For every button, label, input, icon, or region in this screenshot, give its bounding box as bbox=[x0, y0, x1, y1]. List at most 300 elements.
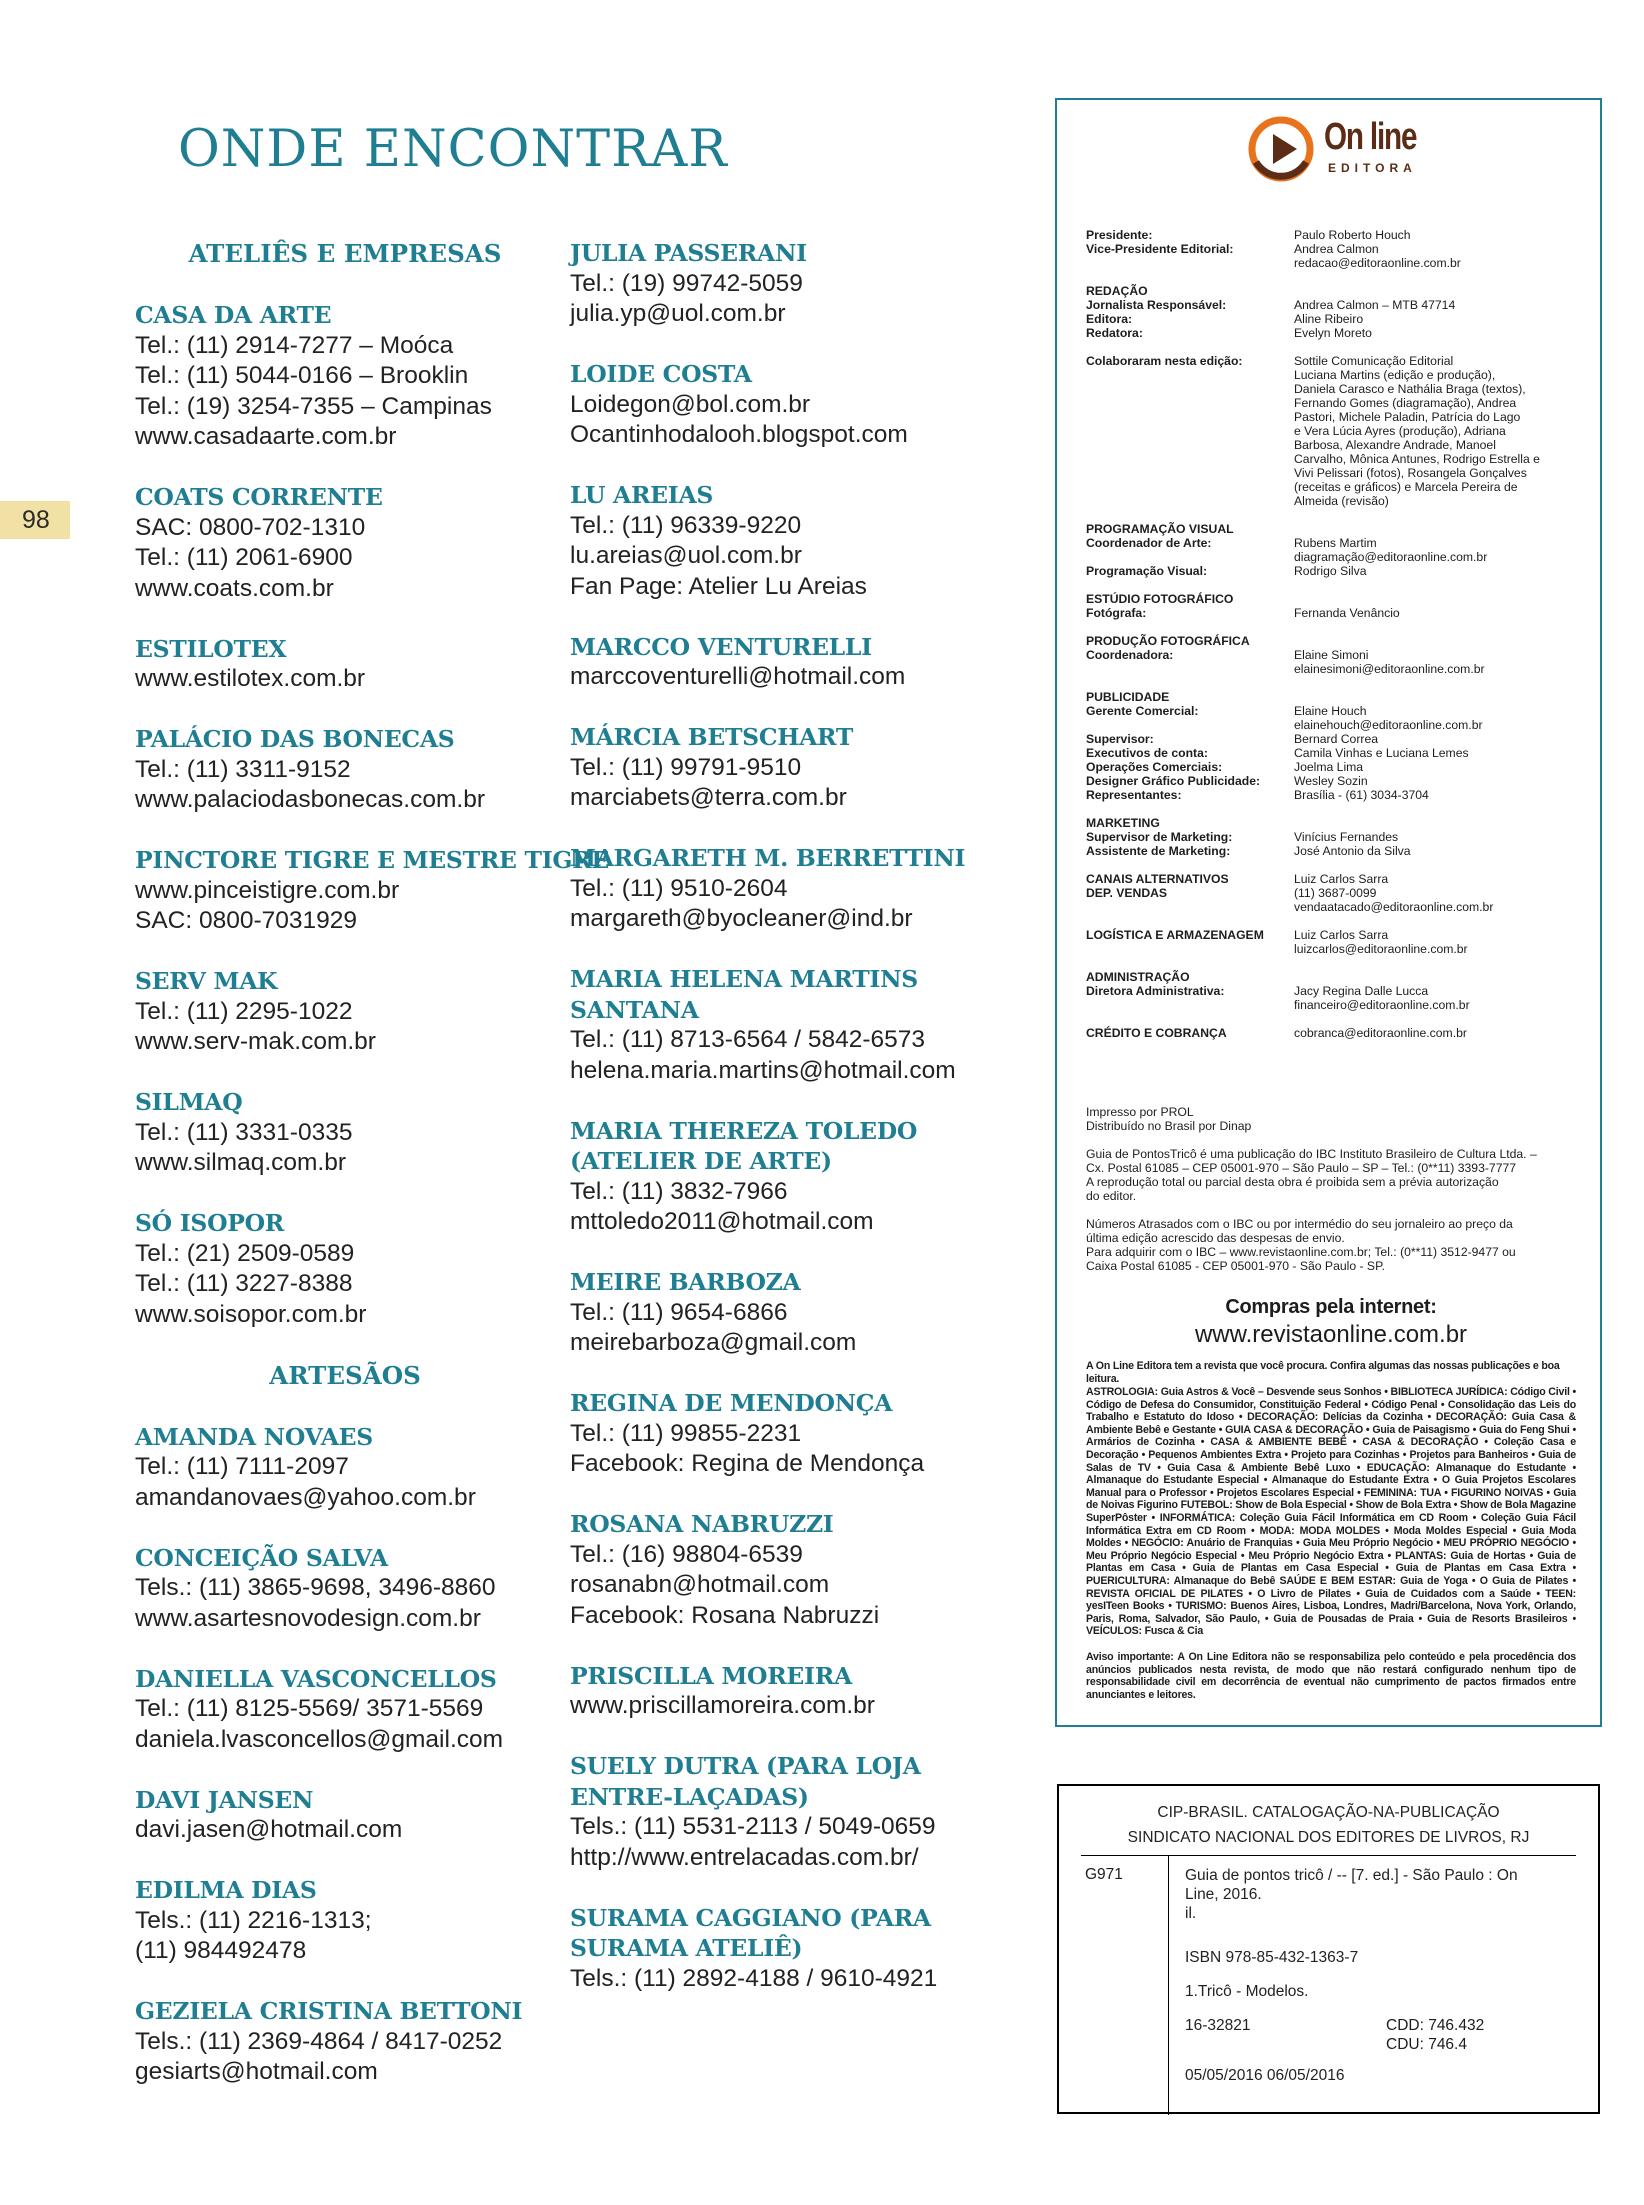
directory-entry bbox=[570, 1509, 990, 1631]
entry-name: MEIRE BARBOZA bbox=[570, 1268, 801, 1296]
directory-entry bbox=[570, 722, 990, 814]
entry-contact: marccoventurelli@hotmail.com bbox=[570, 663, 906, 690]
credit-name bbox=[1294, 592, 1586, 606]
credit-role: Diretora Administrativa: bbox=[1086, 984, 1225, 998]
credit-role: Operações Comerciais: bbox=[1086, 760, 1223, 774]
entry-contact: http://www.entrelacadas.com.br/ bbox=[570, 1843, 919, 1871]
logo-subtitle: EDITORA bbox=[1328, 161, 1417, 175]
credit-row bbox=[1086, 998, 1586, 1012]
credit-name: (11) 3687-0099 bbox=[1294, 886, 1377, 900]
credit-name: Vinícius Fernandes bbox=[1294, 830, 1399, 844]
credit-role: PUBLICIDADE bbox=[1086, 690, 1170, 704]
entry-contact: www.palaciodasbonecas.com.br bbox=[135, 786, 485, 813]
entry-contact: SAC: 0800-702-1310 bbox=[135, 513, 366, 541]
entry-contact: Facebook: Regina de Mendonça bbox=[570, 1450, 925, 1477]
entry-contact: mttoledo2011@hotmail.com bbox=[570, 1208, 874, 1235]
credit-row bbox=[1086, 886, 1586, 900]
entry-contact: Tel.: (11) 3227-8388 bbox=[135, 1270, 353, 1297]
entry-name: MÁRCIA BETSCHART bbox=[570, 723, 854, 751]
entry-contact: daniela.lvasconcellos@gmail.com bbox=[135, 1725, 504, 1753]
credit-row bbox=[1086, 774, 1586, 788]
credit-name: Camila Vinhas e Luciana Lemes bbox=[1294, 746, 1469, 760]
entry-contact: amandanovaes@yahoo.com.br bbox=[135, 1483, 476, 1511]
credit-role bbox=[1086, 410, 1294, 424]
entry-contact: (11) 984492478 bbox=[135, 1937, 307, 1964]
entry-name: SURAMA ATELIÊ) bbox=[570, 1934, 803, 1962]
entry-name: (ATELIER DE ARTE) bbox=[570, 1147, 832, 1175]
entry-contact: www.priscillamoreira.com.br bbox=[570, 1692, 875, 1719]
entry-name: SILMAQ bbox=[135, 1088, 243, 1116]
entry-name: CONCEIÇÃO SALVA bbox=[135, 1543, 388, 1572]
credit-role bbox=[1086, 480, 1294, 494]
entry-contact: www.casadaarte.com.br bbox=[135, 423, 397, 450]
credit-name: Almeida (revisão) bbox=[1294, 494, 1389, 508]
directory-entry bbox=[135, 1543, 555, 1635]
entry-contact: Tel.: (11) 3331-0335 bbox=[135, 1118, 353, 1146]
credit-name bbox=[1294, 690, 1586, 704]
credit-role bbox=[1086, 466, 1294, 480]
section-heading: ARTESÃOS bbox=[269, 1360, 421, 1390]
catalog-divider bbox=[1081, 1855, 1576, 1856]
note-block bbox=[1086, 1105, 1576, 1133]
credit-role bbox=[1086, 382, 1294, 396]
note-line: A reprodução total ou parcial desta obra é proibida sem a prévia autorização bbox=[1086, 1175, 1499, 1189]
directory-entry bbox=[570, 1388, 990, 1480]
credit-name: luizcarlos@editoraonline.com.br bbox=[1294, 942, 1468, 956]
credit-name: Sottile Comunicação Editorial bbox=[1294, 354, 1454, 368]
entry-name: JULIA PASSERANI bbox=[570, 239, 807, 267]
credit-row bbox=[1086, 592, 1586, 606]
credit-role: Presidente: bbox=[1086, 228, 1153, 242]
entry-name: MARIA THEREZA TOLEDO bbox=[570, 1116, 918, 1145]
credit-row bbox=[1086, 984, 1586, 998]
credit-name: Luiz Carlos Sarra bbox=[1294, 872, 1389, 886]
entry-contact: Ocantinhodalooh.blogspot.com bbox=[570, 421, 908, 448]
credit-name bbox=[1294, 816, 1586, 830]
entry-contact: rosanabn@hotmail.com bbox=[570, 1571, 830, 1598]
credit-name: Joelma Lima bbox=[1294, 760, 1364, 774]
entry-contact: SAC: 0800-7031929 bbox=[135, 907, 358, 934]
credit-name: Elaine Simoni bbox=[1294, 648, 1369, 662]
credit-name: Pastori, Michele Paladin, Patrícia do Lago bbox=[1294, 410, 1521, 424]
directory-entry bbox=[570, 480, 990, 602]
catalog-classification bbox=[1386, 2016, 1484, 2054]
credit-row bbox=[1086, 312, 1586, 326]
directory-entry bbox=[135, 845, 609, 937]
credit-row bbox=[1086, 256, 1586, 270]
play-logo-icon bbox=[1248, 116, 1314, 182]
credit-name bbox=[1294, 284, 1586, 298]
entry-contact: Tel.: (16) 98804-6539 bbox=[570, 1540, 803, 1568]
credits-spacer bbox=[1086, 578, 1586, 592]
credits-spacer bbox=[1086, 802, 1586, 816]
entry-name: ROSANA NABRUZZI bbox=[570, 1510, 834, 1538]
credit-row bbox=[1086, 438, 1586, 452]
entry-name: SÓ ISOPOR bbox=[135, 1209, 285, 1237]
note-line: Números Atrasados com o IBC ou por intermédio do seu jornaleiro ao preço da bbox=[1086, 1217, 1513, 1231]
note-block bbox=[1086, 1147, 1576, 1203]
credit-name: Elaine Houch bbox=[1294, 704, 1367, 718]
directory-entry bbox=[135, 966, 555, 1058]
directory-entry bbox=[135, 1208, 555, 1330]
entry-name: PRISCILLA MOREIRA bbox=[570, 1661, 852, 1690]
credit-row bbox=[1086, 1026, 1586, 1040]
credit-role bbox=[1086, 368, 1294, 382]
credit-role: Representantes: bbox=[1086, 788, 1182, 802]
directory-entry bbox=[570, 1903, 990, 1995]
directory-entry bbox=[570, 359, 990, 451]
credit-row bbox=[1086, 718, 1586, 732]
catalog-cdu: CDU: 746.4 bbox=[1386, 2036, 1467, 2053]
credit-name: Bernard Correa bbox=[1294, 732, 1378, 746]
credit-row bbox=[1086, 662, 1586, 676]
entry-contact: Tel.: (11) 3311-9152 bbox=[135, 755, 351, 783]
directory-entry bbox=[570, 632, 990, 693]
catalog-isbn: ISBN 978-85-432-1363-7 bbox=[1185, 1949, 1359, 1966]
credit-name: Luciana Martins (edição e produção), bbox=[1294, 368, 1496, 382]
entry-name: MARCCO VENTURELLI bbox=[570, 632, 872, 661]
credit-row bbox=[1086, 816, 1586, 830]
credit-role: CRÉDITO E COBRANÇA bbox=[1086, 1026, 1227, 1040]
credit-role: PRODUÇÃO FOTOGRÁFICA bbox=[1086, 634, 1250, 648]
entry-contact: davi.jasen@hotmail.com bbox=[135, 1816, 403, 1843]
credit-role: Fotógrafa: bbox=[1086, 606, 1147, 620]
credit-row bbox=[1086, 830, 1586, 844]
credit-row bbox=[1086, 648, 1586, 662]
credit-row bbox=[1086, 368, 1586, 382]
credit-row bbox=[1086, 844, 1586, 858]
entry-contact: Tels.: (11) 3865-9698, 3496-8860 bbox=[135, 1574, 496, 1601]
credits-spacer bbox=[1086, 914, 1586, 928]
entry-contact: Tel.: (11) 3832-7966 bbox=[570, 1177, 788, 1205]
credit-role bbox=[1086, 998, 1294, 1012]
credit-row bbox=[1086, 606, 1586, 620]
credit-role bbox=[1086, 494, 1294, 508]
credit-row bbox=[1086, 452, 1586, 466]
publisher-logo bbox=[1248, 116, 1417, 182]
entry-name: SURAMA CAGGIANO (PARA bbox=[570, 1903, 931, 1932]
note-block bbox=[1086, 1217, 1576, 1273]
credit-role bbox=[1086, 256, 1294, 270]
directory-entry bbox=[135, 1422, 555, 1514]
credit-role: Coordenador de Arte: bbox=[1086, 536, 1212, 550]
entry-contact: www.soisopor.com.br bbox=[135, 1300, 367, 1328]
entry-contact: Tel.: (19) 3254-7355 – Campinas bbox=[135, 392, 492, 420]
directory-entry bbox=[570, 843, 990, 935]
entry-name: REGINA DE MENDONÇA bbox=[570, 1389, 893, 1417]
credit-name: José Antonio da Silva bbox=[1294, 844, 1411, 858]
credit-name: Vivi Pelissari (fotos), Rosangela Gonçalves bbox=[1294, 466, 1527, 480]
entry-contact: www.serv-mak.com.br bbox=[135, 1028, 376, 1055]
credit-row bbox=[1086, 494, 1586, 508]
entry-contact: Tels.: (11) 2216-1313; bbox=[135, 1906, 372, 1934]
credit-role bbox=[1086, 424, 1294, 438]
credits-spacer bbox=[1086, 956, 1586, 970]
entry-contact: Tels.: (11) 2892-4188 / 9610-4921 bbox=[570, 1964, 938, 1992]
directory-entry bbox=[135, 634, 555, 695]
credit-role bbox=[1086, 452, 1294, 466]
entry-contact: gesiarts@hotmail.com bbox=[135, 2058, 378, 2085]
note-line: Caixa Postal 61085 - CEP 05001-970 - São Paulo - SP. bbox=[1086, 1259, 1386, 1273]
credit-role bbox=[1086, 900, 1294, 914]
entry-contact: www.pinceistigre.com.br bbox=[135, 876, 400, 904]
credit-role bbox=[1086, 550, 1294, 564]
credits-spacer bbox=[1086, 1012, 1586, 1026]
directory-entry bbox=[135, 300, 555, 453]
credit-row bbox=[1086, 564, 1586, 578]
catalog-header-2: SINDICATO NACIONAL DOS EDITORES DE LIVROS, RJ bbox=[1127, 1829, 1530, 1846]
entry-contact: Tel.: (11) 7111-2097 bbox=[135, 1453, 349, 1480]
entry-contact: Tel.: (11) 99855-2231 bbox=[570, 1419, 802, 1447]
entry-name: ESTILOTEX bbox=[135, 634, 287, 663]
entry-name: ENTRE-LAÇADAS) bbox=[570, 1782, 809, 1811]
entry-contact: www.asartesnovodesign.com.br bbox=[135, 1604, 481, 1632]
entry-name: MARIA HELENA MARTINS bbox=[570, 965, 918, 993]
directory-entry bbox=[135, 1875, 555, 1967]
section-heading: ATELIÊS E EMPRESAS bbox=[188, 239, 502, 268]
directory-entry bbox=[570, 1116, 990, 1238]
credit-name: diagramação@editoraonline.com.br bbox=[1294, 550, 1488, 564]
credit-role bbox=[1086, 718, 1294, 732]
directory-left-column bbox=[135, 238, 609, 2117]
note-line: do editor. bbox=[1086, 1189, 1137, 1203]
entry-contact: Tel.: (21) 2509-0589 bbox=[135, 1239, 355, 1267]
credit-role bbox=[1086, 438, 1294, 452]
note-line: Cx. Postal 61085 – CEP 05001-970 – São Paulo – SP – Tel.: (0**11) 3393-7777 bbox=[1086, 1161, 1517, 1175]
entry-contact: Facebook: Rosana Nabruzzi bbox=[570, 1601, 880, 1629]
entry-contact: Tel.: (11) 5044-0166 – Brooklin bbox=[135, 362, 469, 389]
credit-role: Assistente de Marketing: bbox=[1086, 844, 1231, 858]
credit-row bbox=[1086, 732, 1586, 746]
credits-spacer bbox=[1086, 508, 1586, 522]
directory-right-column bbox=[570, 238, 990, 2024]
credit-row bbox=[1086, 970, 1586, 984]
credit-name: (receitas e gráficos) e Marcela Pereira de bbox=[1294, 480, 1518, 494]
credit-row bbox=[1086, 900, 1586, 914]
directory-entry bbox=[135, 724, 555, 816]
catalog-card bbox=[1057, 1784, 1600, 2114]
entry-contact: Fan Page: Atelier Lu Areias bbox=[570, 572, 867, 600]
entry-contact: julia.yp@uol.com.br bbox=[570, 300, 786, 327]
directory-entry bbox=[135, 1664, 555, 1756]
directory-entry bbox=[570, 1661, 990, 1722]
credit-role: Supervisor: bbox=[1086, 732, 1154, 746]
catalog-description bbox=[1185, 1866, 1585, 1923]
credit-role: LOGÍSTICA E ARMAZENAGEM bbox=[1086, 928, 1264, 942]
credit-row bbox=[1086, 634, 1586, 648]
credit-row bbox=[1086, 536, 1586, 550]
compras-url: www.revistaonline.com.br bbox=[1194, 1321, 1468, 1348]
credit-name: Evelyn Moreto bbox=[1294, 326, 1372, 340]
entry-contact: lu.areias@uol.com.br bbox=[570, 542, 802, 569]
credit-name bbox=[1294, 522, 1586, 536]
credit-name bbox=[1294, 970, 1586, 984]
credit-name: Daniela Carasco e Nathália Braga (textos), bbox=[1294, 382, 1526, 396]
entry-name: SUELY DUTRA (PARA LOJA bbox=[570, 1752, 921, 1780]
credit-row bbox=[1086, 704, 1586, 718]
credit-name: Fernanda Venâncio bbox=[1294, 606, 1400, 620]
credit-role: Vice-Presidente Editorial: bbox=[1086, 242, 1234, 256]
credit-row bbox=[1086, 942, 1586, 956]
catalog-number: 16-32821 bbox=[1185, 2017, 1251, 2034]
credit-row bbox=[1086, 788, 1586, 802]
credit-name: financeiro@editoraonline.com.br bbox=[1294, 998, 1470, 1012]
entry-contact: www.estilotex.com.br bbox=[135, 665, 366, 692]
credit-role: ESTÚDIO FOTOGRÁFICO bbox=[1086, 592, 1234, 606]
credit-row bbox=[1086, 396, 1586, 410]
credit-name: Barbosa, Alexandre Andrade, Manoel bbox=[1294, 438, 1496, 452]
directory-entry bbox=[135, 1785, 555, 1846]
catalog-desc-line: il. bbox=[1185, 1905, 1197, 1922]
entry-name: SANTANA bbox=[570, 995, 699, 1024]
credit-row bbox=[1086, 298, 1586, 312]
entry-contact: Tels.: (11) 2369-4864 / 8417-0252 bbox=[135, 2027, 503, 2055]
entry-contact: Tel.: (11) 96339-9220 bbox=[570, 511, 802, 539]
credit-name: Carvalho, Mônica Antunes, Rodrigo Estrella e bbox=[1294, 452, 1540, 466]
credit-row bbox=[1086, 284, 1586, 298]
credit-role: Gerente Comercial: bbox=[1086, 704, 1199, 718]
credit-name: Luiz Carlos Sarra bbox=[1294, 928, 1389, 942]
entry-name: DANIELLA VASCONCELLOS bbox=[135, 1664, 497, 1693]
credit-role bbox=[1086, 942, 1294, 956]
credit-role: PROGRAMAÇÃO VISUAL bbox=[1086, 522, 1234, 536]
credit-name: vendaatacado@editoraonline.com.br bbox=[1294, 900, 1494, 914]
directory-entry bbox=[135, 1087, 555, 1179]
entry-contact: Tel.: (19) 99742-5059 bbox=[570, 269, 803, 297]
entry-name: COATS CORRENTE bbox=[135, 483, 383, 511]
compras-title: Compras pela internet: bbox=[1225, 1296, 1437, 1318]
credit-name: Andrea Calmon – MTB 47714 bbox=[1294, 298, 1456, 312]
credit-name: Fernando Gomes (diagramação), Andrea bbox=[1294, 396, 1517, 410]
credit-role: Editora: bbox=[1086, 312, 1133, 326]
entry-contact: Tel.: (11) 9510-2604 bbox=[570, 874, 788, 902]
note-line: Distribuído no Brasil por Dinap bbox=[1086, 1119, 1252, 1133]
note-line: última edição acrescido das despesas de envio. bbox=[1086, 1231, 1345, 1245]
credit-name: Rodrigo Silva bbox=[1294, 564, 1367, 578]
entry-name: MARGARETH M. BERRETTINI bbox=[570, 844, 966, 872]
entry-name: CASA DA ARTE bbox=[135, 301, 332, 329]
entry-contact: Tels.: (11) 5531-2113 / 5049-0659 bbox=[570, 1813, 936, 1840]
credit-name: Jacy Regina Dalle Lucca bbox=[1294, 984, 1429, 998]
masthead-notes bbox=[1086, 1105, 1576, 1287]
credit-name: Brasília - (61) 3034-3704 bbox=[1294, 788, 1429, 802]
catalog-code: G971 bbox=[1085, 1866, 1123, 1883]
credit-role: ADMINISTRAÇÃO bbox=[1086, 970, 1190, 984]
logo-name: On line bbox=[1324, 116, 1417, 158]
note-line: Para adquirir com o IBC – www.revistaonline.com.br; Tel.: (0**11) 3512-9477 ou bbox=[1086, 1245, 1516, 1259]
credit-row bbox=[1086, 746, 1586, 760]
entry-name: LOIDE COSTA bbox=[570, 360, 752, 388]
entry-contact: Tel.: (11) 8125-5569/ 3571-5569 bbox=[135, 1695, 484, 1722]
entry-contact: Loidegon@bol.com.br bbox=[570, 390, 811, 418]
credit-role: Executivos de conta: bbox=[1086, 746, 1208, 760]
credit-role: CANAIS ALTERNATIVOS bbox=[1086, 872, 1229, 886]
credit-role bbox=[1086, 396, 1294, 410]
credit-name: elainehouch@editoraonline.com.br bbox=[1294, 718, 1483, 732]
directory-entry bbox=[570, 1267, 990, 1359]
credit-row bbox=[1086, 480, 1586, 494]
credits-spacer bbox=[1086, 340, 1586, 354]
note-line: Impresso por PROL bbox=[1086, 1105, 1194, 1119]
entry-name: GEZIELA CRISTINA BETTONI bbox=[135, 1997, 523, 2025]
credit-row bbox=[1086, 382, 1586, 396]
entry-contact: helena.maria.martins@hotmail.com bbox=[570, 1056, 956, 1084]
credit-role bbox=[1086, 662, 1294, 676]
credit-name: Wesley Sozin bbox=[1294, 774, 1368, 788]
credit-row bbox=[1086, 760, 1586, 774]
credits-spacer bbox=[1086, 620, 1586, 634]
directory-entry bbox=[570, 964, 990, 1086]
credit-row bbox=[1086, 354, 1586, 368]
entry-contact: Tel.: (11) 2061-6900 bbox=[135, 544, 353, 571]
entry-name: AMANDA NOVAES bbox=[135, 1422, 373, 1451]
catalog-subject: 1.Tricô - Modelos. bbox=[1185, 1983, 1309, 2000]
credits-spacer bbox=[1086, 270, 1586, 284]
credit-name: Aline Ribeiro bbox=[1294, 312, 1364, 326]
credit-role: MARKETING bbox=[1086, 816, 1160, 830]
entry-contact: Tel.: (11) 2914-7277 – Moóca bbox=[135, 331, 454, 359]
credit-role: Supervisor de Marketing: bbox=[1086, 830, 1233, 844]
catalog-desc-line: Line, 2016. bbox=[1185, 1886, 1262, 1903]
credit-name bbox=[1294, 634, 1586, 648]
credit-name: e Vera Lúcia Ayres (produção), Adriana bbox=[1294, 424, 1506, 438]
entry-contact: www.coats.com.br bbox=[135, 574, 334, 602]
entry-name: PALÁCIO DAS BONECAS bbox=[135, 725, 455, 753]
credit-name: Paulo Roberto Houch bbox=[1294, 228, 1411, 242]
page-number: 98 bbox=[0, 501, 70, 539]
entry-name: DAVI JANSEN bbox=[135, 1785, 314, 1814]
note-line: Guia de PontosTricô é uma publicação do IBC Instituto Brasileiro de Cultura Ltda. – bbox=[1086, 1147, 1537, 1161]
entry-contact: Tel.: (11) 9654-6866 bbox=[570, 1298, 788, 1326]
entry-contact: meirebarboza@gmail.com bbox=[570, 1329, 857, 1356]
credits-spacer bbox=[1086, 676, 1586, 690]
credit-row bbox=[1086, 242, 1586, 256]
credit-role: Coordenadora: bbox=[1086, 648, 1174, 662]
credit-row bbox=[1086, 550, 1586, 564]
entry-name: SERV MAK bbox=[135, 967, 278, 995]
disclaimer: Aviso importante: A On Line Editora não se responsabiliza pelo conteúdo e pela procedência dos anúncios publicados nesta revista, de modo que não restará configurado nenhum tipo de responsabilidade civil em decorrência de eventual não cumprimento de pactos firmados entre anunciantes e leitores. bbox=[1086, 1651, 1576, 1701]
credit-name: elainesimoni@editoraonline.com.br bbox=[1294, 662, 1485, 676]
directory-entry bbox=[570, 1751, 990, 1873]
entry-name: LU AREIAS bbox=[570, 481, 714, 509]
credit-name: Rubens Martim bbox=[1294, 536, 1377, 550]
credit-role: Jornalista Responsável: bbox=[1086, 298, 1227, 312]
catalog-dates: 05/05/2016 06/05/2016 bbox=[1185, 2067, 1345, 2084]
credit-row bbox=[1086, 522, 1586, 536]
credit-role: Programação Visual: bbox=[1086, 564, 1208, 578]
catalog-header-1: CIP-BRASIL. CATALOGAÇÃO-NA-PUBLICAÇÃO bbox=[1157, 1804, 1500, 1821]
credit-row bbox=[1086, 424, 1586, 438]
credit-name: cobranca@editoraonline.com.br bbox=[1294, 1026, 1467, 1040]
page-title: ONDE ENCONTRAR bbox=[178, 120, 728, 179]
entry-contact: margareth@byocleaner@ind.br bbox=[570, 905, 913, 932]
entry-contact: marciabets@terra.com.br bbox=[570, 784, 847, 811]
credit-row bbox=[1086, 928, 1586, 942]
credit-role: DEP. VENDAS bbox=[1086, 886, 1168, 900]
catalog-column-divider bbox=[1168, 1855, 1169, 2115]
credit-row bbox=[1086, 410, 1586, 424]
credit-name: Andrea Calmon bbox=[1294, 242, 1379, 256]
credit-name: redacao@editoraonline.com.br bbox=[1294, 256, 1461, 270]
entry-contact: Tel.: (11) 8713-6564 / 5842-6573 bbox=[570, 1026, 926, 1053]
masthead-credits bbox=[1086, 228, 1586, 1040]
credit-row bbox=[1086, 228, 1586, 242]
directory-entry bbox=[135, 482, 555, 604]
directory-entry bbox=[135, 1996, 555, 2088]
credit-role: Redatora: bbox=[1086, 326, 1143, 340]
credit-row bbox=[1086, 872, 1586, 886]
credit-role: Colaboraram nesta edição: bbox=[1086, 354, 1243, 368]
